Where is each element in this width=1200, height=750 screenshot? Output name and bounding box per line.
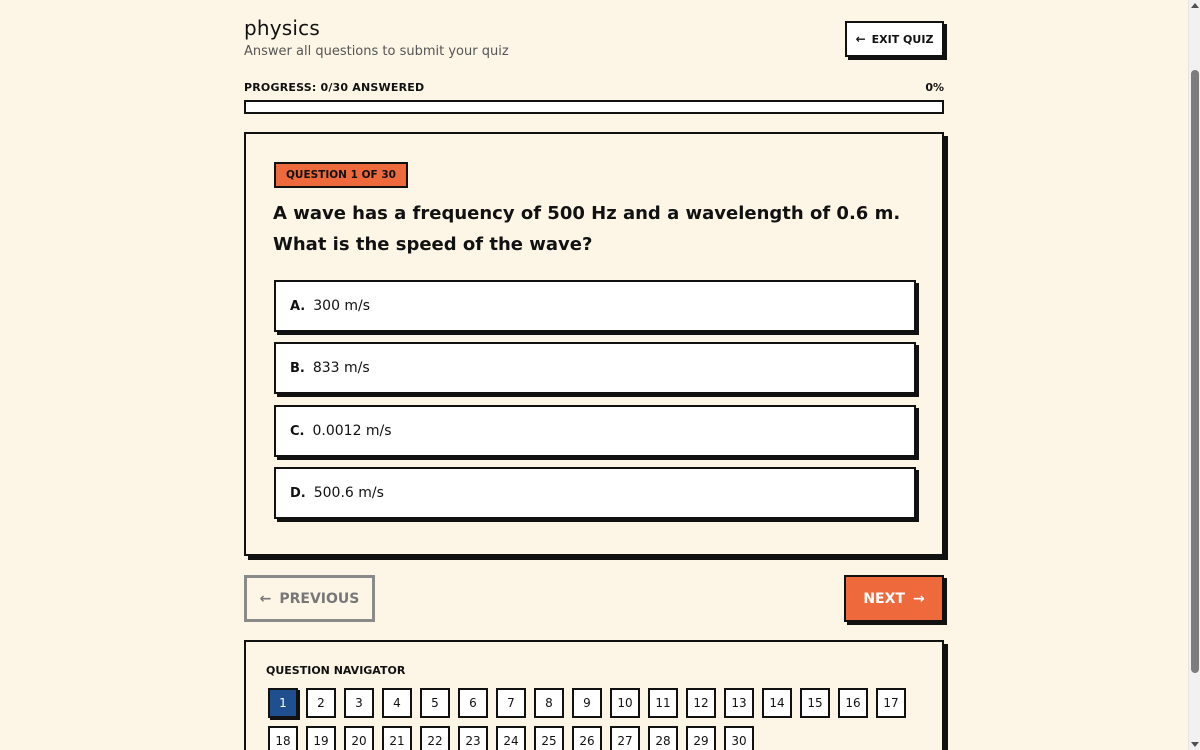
exit-quiz-button[interactable]	[845, 21, 944, 57]
navigator-title: QUESTION NAVIGATOR	[266, 664, 406, 677]
navigator-question-3[interactable]: 3	[344, 688, 374, 718]
option-letter: C.	[290, 423, 305, 439]
option-text: 0.0012 m/s	[312, 423, 392, 439]
option-text: 500.6 m/s	[313, 485, 384, 501]
quiz-title: physics	[244, 16, 320, 40]
navigator-question-1[interactable]: 1	[268, 688, 298, 718]
navigator-question-17[interactable]: 17	[876, 688, 906, 718]
navigator-question-9[interactable]: 9	[572, 688, 602, 718]
answer-option-b[interactable]	[274, 342, 916, 394]
answer-option-a[interactable]	[274, 280, 916, 332]
arrow-left-icon: ←	[855, 32, 866, 46]
previous-button[interactable]	[244, 575, 375, 622]
navigator-question-13[interactable]: 13	[724, 688, 754, 718]
quiz-subtitle: Answer all questions to submit your quiz	[244, 44, 509, 59]
next-button[interactable]	[844, 575, 944, 622]
navigator-question-8[interactable]: 8	[534, 688, 564, 718]
navigator-question-15[interactable]: 15	[800, 688, 830, 718]
scrollbar-thumb[interactable]	[1191, 70, 1199, 673]
navigator-question-21[interactable]: 21	[382, 726, 412, 750]
option-letter: A.	[290, 298, 306, 314]
answer-option-c[interactable]	[274, 405, 916, 457]
navigator-question-28[interactable]: 28	[648, 726, 678, 750]
question-navigator	[244, 640, 944, 750]
navigator-question-26[interactable]: 26	[572, 726, 602, 750]
navigator-question-2[interactable]: 2	[306, 688, 336, 718]
option-letter: D.	[290, 485, 306, 501]
navigator-question-6[interactable]: 6	[458, 688, 488, 718]
navigator-question-27[interactable]: 27	[610, 726, 640, 750]
progress-label: PROGRESS: 0/30 ANSWERED	[244, 81, 425, 94]
progress-bar	[244, 100, 944, 114]
navigator-question-22[interactable]: 22	[420, 726, 450, 750]
option-text: 300 m/s	[313, 298, 371, 314]
arrow-right-icon: →	[912, 590, 925, 607]
progress-percent: 0%	[925, 81, 944, 94]
navigator-question-10[interactable]: 10	[610, 688, 640, 718]
question-text: A wave has a frequency of 500 Hz and a wavelength of 0.6 m. What is the speed of the wave?	[273, 203, 901, 255]
navigator-question-20[interactable]: 20	[344, 726, 374, 750]
navigator-question-25[interactable]: 25	[534, 726, 564, 750]
scroll-down-icon[interactable]	[1191, 742, 1199, 747]
navigator-question-16[interactable]: 16	[838, 688, 868, 718]
scroll-up-icon[interactable]	[1191, 3, 1199, 8]
exit-quiz-label: EXIT QUIZ	[871, 32, 934, 46]
arrow-left-icon: ←	[259, 590, 272, 607]
navigator-question-4[interactable]: 4	[382, 688, 412, 718]
previous-label: PREVIOUS	[279, 590, 360, 607]
navigator-question-5[interactable]: 5	[420, 688, 450, 718]
question-card	[244, 132, 944, 556]
navigator-question-11[interactable]: 11	[648, 688, 678, 718]
next-label: NEXT	[863, 590, 905, 607]
option-text: 833 m/s	[312, 360, 370, 376]
option-letter: B.	[290, 360, 305, 376]
navigator-question-29[interactable]: 29	[686, 726, 716, 750]
answer-option-d[interactable]	[274, 467, 916, 519]
navigator-question-23[interactable]: 23	[458, 726, 488, 750]
question-number-badge: QUESTION 1 OF 30	[274, 162, 408, 188]
navigator-question-24[interactable]: 24	[496, 726, 526, 750]
navigator-question-30[interactable]: 30	[724, 726, 754, 750]
navigator-question-19[interactable]: 19	[306, 726, 336, 750]
navigator-grid	[268, 688, 928, 750]
navigator-question-14[interactable]: 14	[762, 688, 792, 718]
navigator-question-12[interactable]: 12	[686, 688, 716, 718]
navigator-question-18[interactable]: 18	[268, 726, 298, 750]
navigator-question-7[interactable]: 7	[496, 688, 526, 718]
vertical-scrollbar[interactable]	[1188, 0, 1200, 750]
